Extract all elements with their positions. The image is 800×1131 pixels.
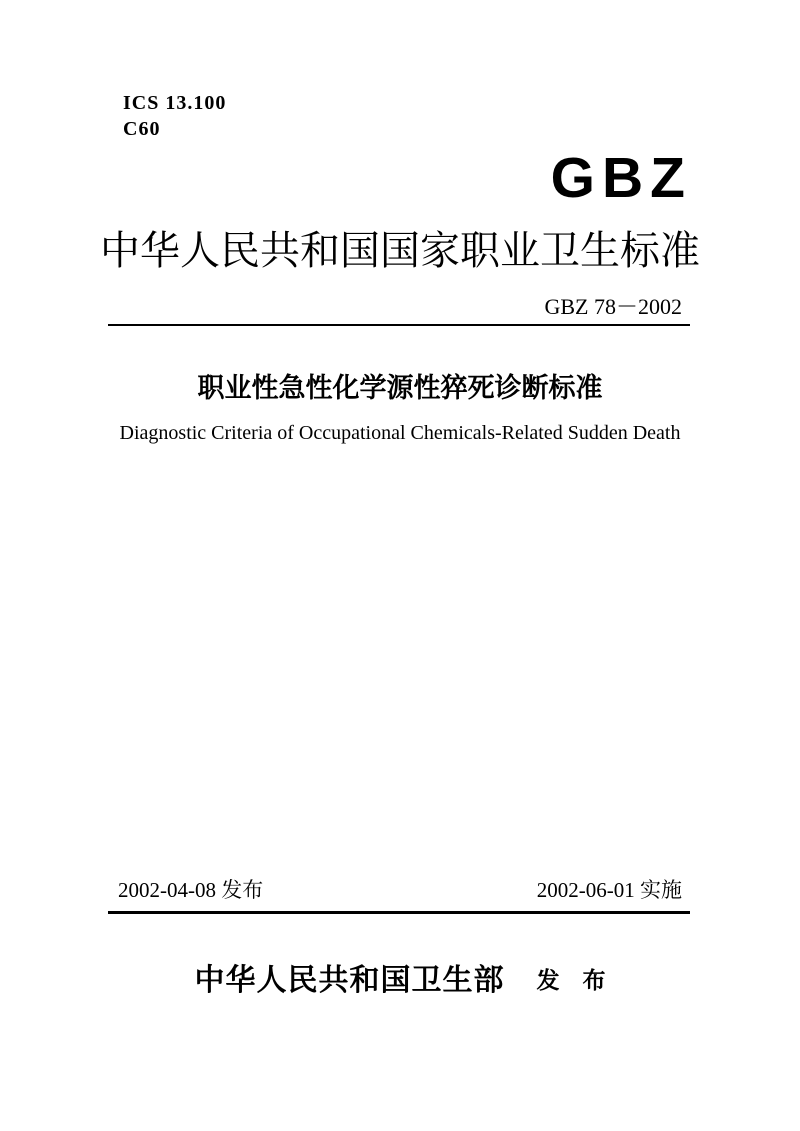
implement-date: 2002-06-01 实施 xyxy=(536,878,682,902)
publish-label: 发 布 xyxy=(536,967,606,993)
issuer-name: 中华人民共和国卫生部 xyxy=(194,964,505,997)
ics-classification-block xyxy=(123,90,226,142)
footer-issuer-line xyxy=(0,955,800,999)
issue-date: 2002-04-08 发布 xyxy=(118,878,264,902)
dates-row xyxy=(118,878,682,903)
ics-code: ICS 13.100 xyxy=(123,92,227,114)
document-title-english: Diagnostic Criteria of Occupational Chemicals-Related Sudden Death xyxy=(119,422,681,444)
classification-code: C60 xyxy=(123,118,161,140)
document-title-chinese: 职业性急性化学源性猝死诊断标准 xyxy=(197,373,603,403)
standard-number: GBZ 78－2002 xyxy=(544,294,682,319)
footer-divider-rule xyxy=(108,911,690,914)
standard-body-name: 中华人民共和国国家职业卫生标准 xyxy=(100,229,700,273)
header-divider-rule xyxy=(108,324,690,326)
standard-logo: GBZ xyxy=(550,146,692,210)
